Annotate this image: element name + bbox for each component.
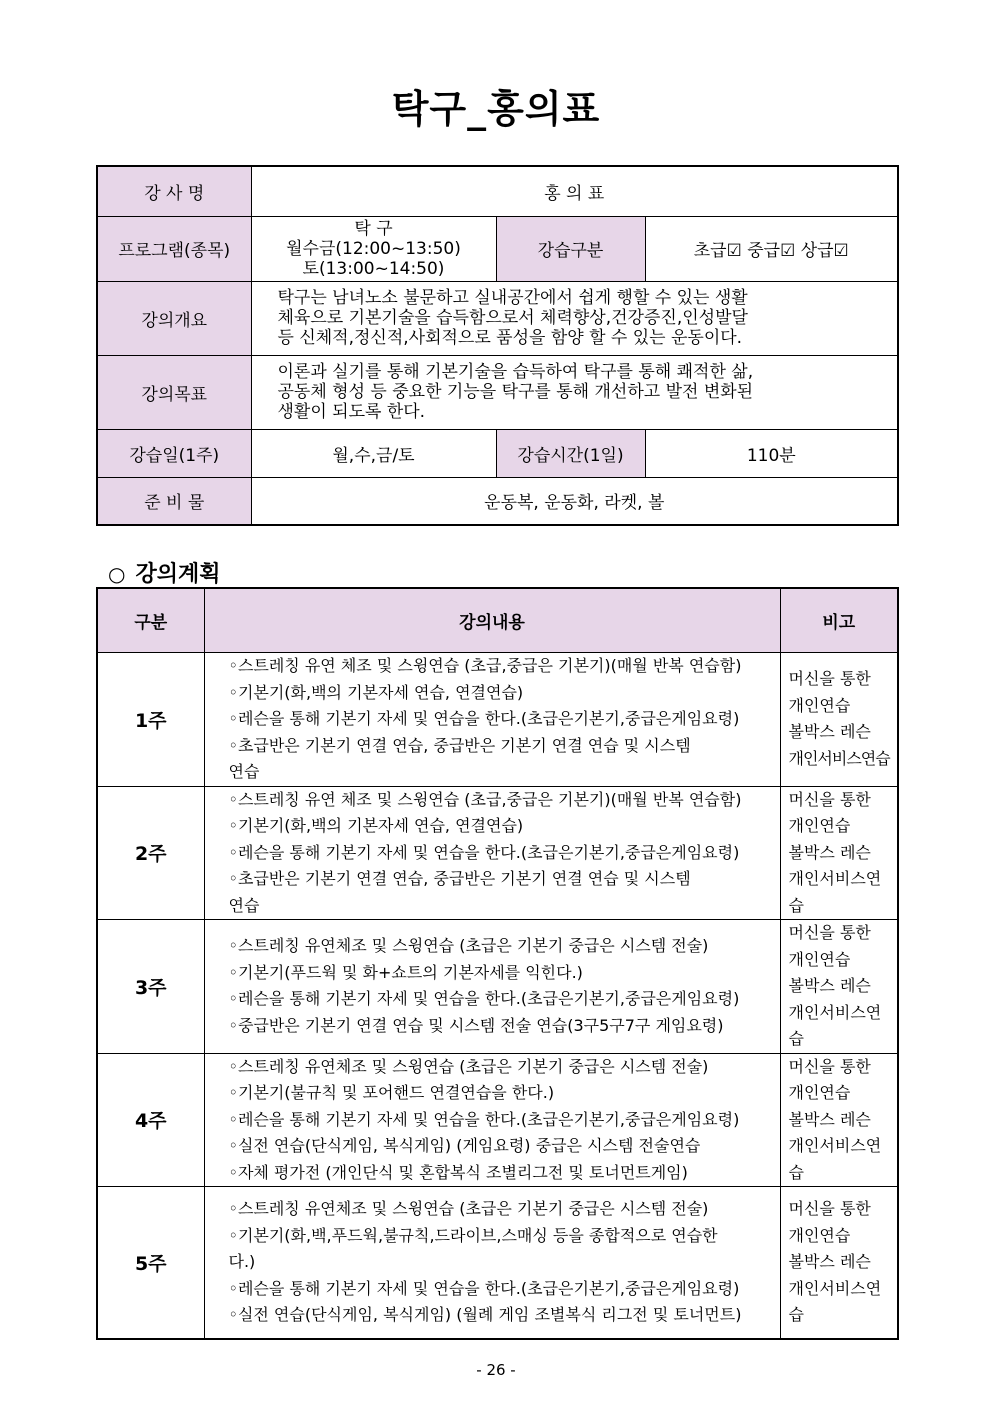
course-info-table <box>96 165 899 526</box>
week-content <box>204 786 780 920</box>
table-row <box>97 1187 898 1339</box>
content-line: ◦기본기(화,백의 기본자세 연습, 연결연습) <box>228 816 524 835</box>
program-name: 탁 구 <box>354 218 393 239</box>
note-line: 개인연습 <box>788 949 851 969</box>
note-line: 볼박스 레슨 <box>788 976 871 995</box>
days-value: 월,수,금/토 <box>251 429 496 477</box>
content-line: ◦스트레칭 유연체조 및 스윙연습 (초급은 기본기 중급은 시스템 전술) <box>228 1056 709 1076</box>
content-line: ◦스트레칭 유연 체조 및 스윙연습 (초급,중급은 기본기)(매월 반복 연습함) <box>228 656 742 675</box>
page-title: 탁구_홍의표 <box>391 87 601 131</box>
week-content <box>204 920 780 1054</box>
note-line: 습 <box>788 1305 804 1324</box>
level-label: 강습구분 <box>496 216 645 281</box>
content-line: ◦스트레칭 유연체조 및 스윙연습 (초급은 기본기 중급은 시스템 전술) <box>228 1199 709 1218</box>
week-label: 4주 <box>97 1053 204 1187</box>
content-line: ◦레슨을 통해 기본기 자세 및 연습을 한다.(초급은기본기,중급은게임요령) <box>228 1109 740 1129</box>
content-line: ◦초급반은 기본기 연결 연습, 중급반은 기본기 연결 연습 및 시스템 <box>228 735 691 755</box>
content-line: 다.) <box>228 1252 256 1271</box>
overview-line: 등 신체적,정신적,사회적으로 품성을 함양 할 수 있는 운동이다. <box>277 328 743 348</box>
program-time-saturday: 토(13:00~14:50) <box>302 258 445 279</box>
note-line: 개인서비스연 <box>788 1136 882 1155</box>
header-content: 강의내용 <box>204 588 780 653</box>
circle-bullet-icon: ○ <box>108 562 126 586</box>
table-row <box>97 653 898 787</box>
content-line: ◦레슨을 통해 기본기 자세 및 연습을 한다.(초급은기본기,중급은게임요령) <box>228 989 740 1009</box>
instructor-label: 강 사 명 <box>97 166 251 216</box>
note-line: 볼박스 레슨 <box>788 842 871 862</box>
week-content <box>204 653 780 787</box>
program-time-weekday: 월수금(12:00~13:50) <box>286 238 461 259</box>
note-line: 개인연습 <box>788 1225 851 1245</box>
content-line: ◦레슨을 통해 기본기 자세 및 연습을 한다.(초급은기본기,중급은게임요령) <box>228 842 740 862</box>
note-line: 머신을 통한 <box>788 923 871 942</box>
content-line: 연습 <box>228 895 260 915</box>
table-row <box>97 1053 898 1187</box>
content-line: ◦레슨을 통해 기본기 자세 및 연습을 한다.(초급은기본기,중급은게임요령) <box>228 1278 740 1298</box>
overview-text <box>251 281 898 355</box>
section-heading <box>108 557 220 588</box>
content-line: ◦기본기(푸드웍 및 화+쇼트의 기본자세를 익힌다.) <box>228 962 583 982</box>
header-week: 구분 <box>97 588 204 653</box>
note-line: 개인연습 <box>788 695 851 715</box>
content-line: ◦레슨을 통해 기본기 자세 및 연습을 한다.(초급은기본기,중급은게임요령) <box>228 709 740 728</box>
lecture-plan-table <box>96 587 899 1340</box>
content-line: ◦실전 연습(단식게임, 복식게임) (게임요령) 중급은 시스템 전술연습 <box>228 1136 701 1155</box>
week-note <box>780 653 898 787</box>
content-line: ◦자체 평가전 (개인단식 및 혼합복식 조별리그전 및 토너먼트게임) <box>228 1162 688 1182</box>
note-line: 개인서비스연습 <box>788 748 890 768</box>
program-label: 프로그램(종목) <box>97 216 251 281</box>
supplies-value: 운동복, 운동화, 라켓, 볼 <box>251 477 898 525</box>
goal-line: 공동체 형성 등 중요한 기능을 탁구를 통해 개선하고 발전 변화된 <box>277 382 754 402</box>
note-line: 머신을 통한 <box>788 1056 871 1076</box>
overview-line: 체육으로 기본기술을 습득함으로서 체력향상,건강증진,인성발달 <box>277 308 748 328</box>
goal-label: 강의목표 <box>97 355 251 429</box>
supplies-label: 준 비 물 <box>97 477 251 525</box>
goal-text <box>251 355 898 429</box>
content-line: ◦기본기(화,백,푸드웍,불규칙,드라이브,스매싱 등을 종합적으로 연습한 <box>228 1225 718 1245</box>
note-line: 습 <box>788 1162 804 1182</box>
note-line: 개인연습 <box>788 1083 851 1102</box>
overview-line: 탁구는 남녀노소 불문하고 실내공간에서 쉽게 행할 수 있는 생활 <box>277 288 748 308</box>
content-line: ◦스트레칭 유연 체조 및 스윙연습 (초급,중급은 기본기)(매월 반복 연습함) <box>228 789 742 809</box>
goal-line: 생활이 되도록 한다. <box>277 402 426 422</box>
week-content <box>204 1187 780 1339</box>
note-line: 볼박스 레슨 <box>788 722 871 742</box>
overview-label: 강의개요 <box>97 281 251 355</box>
week-note <box>780 1187 898 1339</box>
days-label: 강습일(1주) <box>97 429 251 477</box>
program-value <box>251 216 496 281</box>
content-line: ◦기본기(화,백의 기본자세 연습, 연결연습) <box>228 682 524 702</box>
section-title: 강의계획 <box>135 562 221 587</box>
note-line: 습 <box>788 895 804 915</box>
note-line: 머신을 통한 <box>788 789 871 809</box>
week-label: 2주 <box>97 786 204 920</box>
table-row <box>97 786 898 920</box>
week-note <box>780 786 898 920</box>
week-content <box>204 1053 780 1187</box>
week-label: 5주 <box>97 1187 204 1339</box>
week-label: 1주 <box>97 653 204 787</box>
goal-line: 이론과 실기를 통해 기본기술을 습득하여 탁구를 통해 쾌적한 삶, <box>277 362 754 382</box>
week-note <box>780 1053 898 1187</box>
note-line: 개인서비스연 <box>788 1002 882 1022</box>
note-line: 개인서비스연 <box>788 1278 882 1298</box>
note-line: 머신을 통한 <box>788 1199 871 1218</box>
content-line: ◦스트레칭 유연체조 및 스윙연습 (초급은 기본기 중급은 시스템 전술) <box>228 936 709 956</box>
content-line: ◦초급반은 기본기 연결 연습, 중급반은 기본기 연결 연습 및 시스템 <box>228 869 691 888</box>
table-row <box>97 920 898 1054</box>
note-line: 개인연습 <box>788 816 851 835</box>
hours-label: 강습시간(1일) <box>496 429 645 477</box>
content-line: ◦기본기(불규칙 및 포어핸드 연결연습을 한다.) <box>228 1083 555 1102</box>
level-value: 초급☑ 중급☑ 상급☑ <box>645 216 898 281</box>
note-line: 볼박스 레슨 <box>788 1109 871 1129</box>
note-line: 볼박스 레슨 <box>788 1252 871 1271</box>
note-line: 머신을 통한 <box>788 669 871 689</box>
instructor-value: 홍 의 표 <box>251 166 898 216</box>
header-note: 비고 <box>780 588 898 653</box>
week-note <box>780 920 898 1054</box>
content-line: ◦중급반은 기본기 연결 연습 및 시스템 전술 연습(3구5구7구 게임요령) <box>228 1015 724 1035</box>
page-number: - 26 - <box>476 1361 516 1379</box>
note-line: 개인서비스연 <box>788 869 882 888</box>
note-line: 습 <box>788 1029 804 1048</box>
hours-value: 110분 <box>645 429 898 477</box>
content-line: ◦실전 연습(단식게임, 복식게임) (월례 게임 조별복식 리그전 및 토너먼트) <box>228 1305 742 1324</box>
content-line: 연습 <box>228 762 260 781</box>
week-label: 3주 <box>97 920 204 1054</box>
